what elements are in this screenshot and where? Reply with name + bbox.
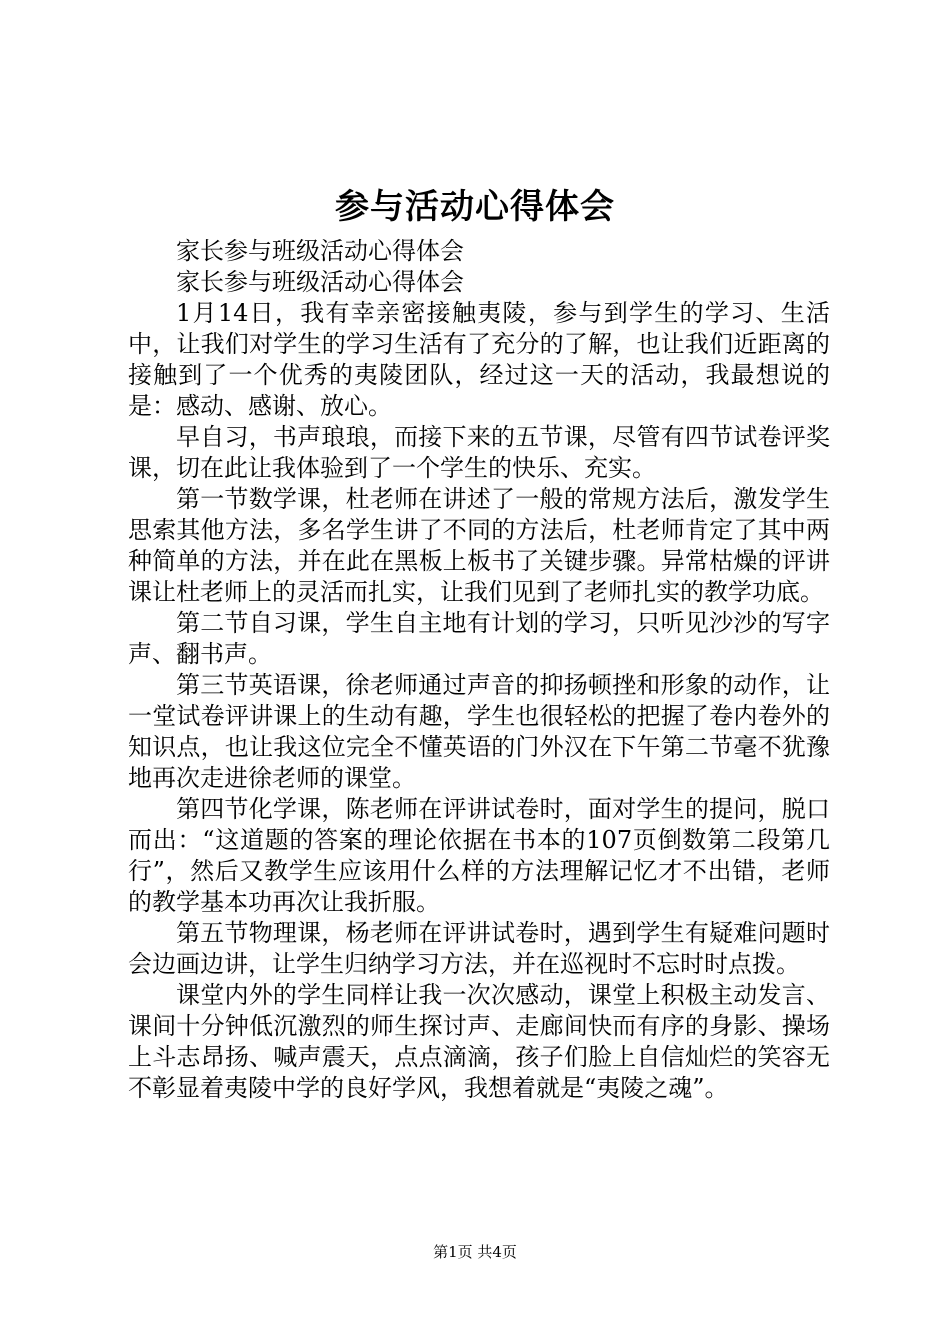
- paragraph: 家长参与班级活动心得体会: [176, 237, 464, 265]
- paragraph: 第二节自习课，学生自主地有计划的学习，只听见沙沙的写字声、翻书声。: [128, 609, 830, 668]
- document-body: [128, 236, 830, 1104]
- paragraph: 第五节物理课，杨老师在评讲试卷时，遇到学生有疑难问题时会边画边讲，让学生归纳学习方法，并在巡视时不忘时时点拨。: [128, 919, 830, 978]
- paragraph: 早自习，书声琅琅，而接下来的五节课，尽管有四节试卷评奖课，切在此让我体验到了一个学生的快乐、充实。: [128, 423, 830, 482]
- paragraph: 家长参与班级活动心得体会: [176, 268, 464, 296]
- paragraph: 第三节英语课，徐老师通过声音的抑扬顿挫和形象的动作，让一堂试卷评讲课上的生动有趣，学生也很轻松的把握了卷内卷外的知识点，也让我这位完全不懂英语的门外汉在下午第二节毫不犹豫地再次走进徐老师的课堂。: [128, 671, 830, 792]
- paragraph: 第一节数学课，杜老师在讲述了一般的常规方法后，激发学生思索其他方法，多名学生讲了不同的方法后，杜老师肯定了其中两种简单的方法，并在此在黑板上板书了关键步骤。异常枯燥的评讲课让杜老师上的灵活而扎实，让我们见到了老师扎实的教学功底。: [128, 485, 830, 606]
- paragraph: 1月14日，我有幸亲密接触夷陵，参与到学生的学习、生活中，让我们对学生的学习生活有了充分的了解，也让我们近距离的接触到了一个优秀的夷陵团队，经过这一天的活动，我最想说的是：感动、感谢、放心。: [128, 299, 830, 420]
- paragraph: 课堂内外的学生同样让我一次次感动，课堂上积极主动发言、课间十分钟低沉激烈的师生探讨声、走廊间快而有序的身影、操场上斗志昂扬、喊声震天，点点滴滴，孩子们脸上自信灿烂的笑容无不彰显着夷陵中学的良好学风，我想着就是“夷陵之魂”。: [128, 981, 830, 1102]
- document-title: 参与活动心得体会: [335, 187, 615, 227]
- page-footer: 第1页 共4页: [433, 1243, 517, 1261]
- paragraph: 第四节化学课，陈老师在评讲试卷时，面对学生的提问，脱口而出：“这道题的答案的理论依据在书本的107页倒数第二段第几行”，然后又教学生应该用什么样的方法理解记忆才不出错，老师的教学基本功再次让我折服。: [128, 795, 830, 916]
